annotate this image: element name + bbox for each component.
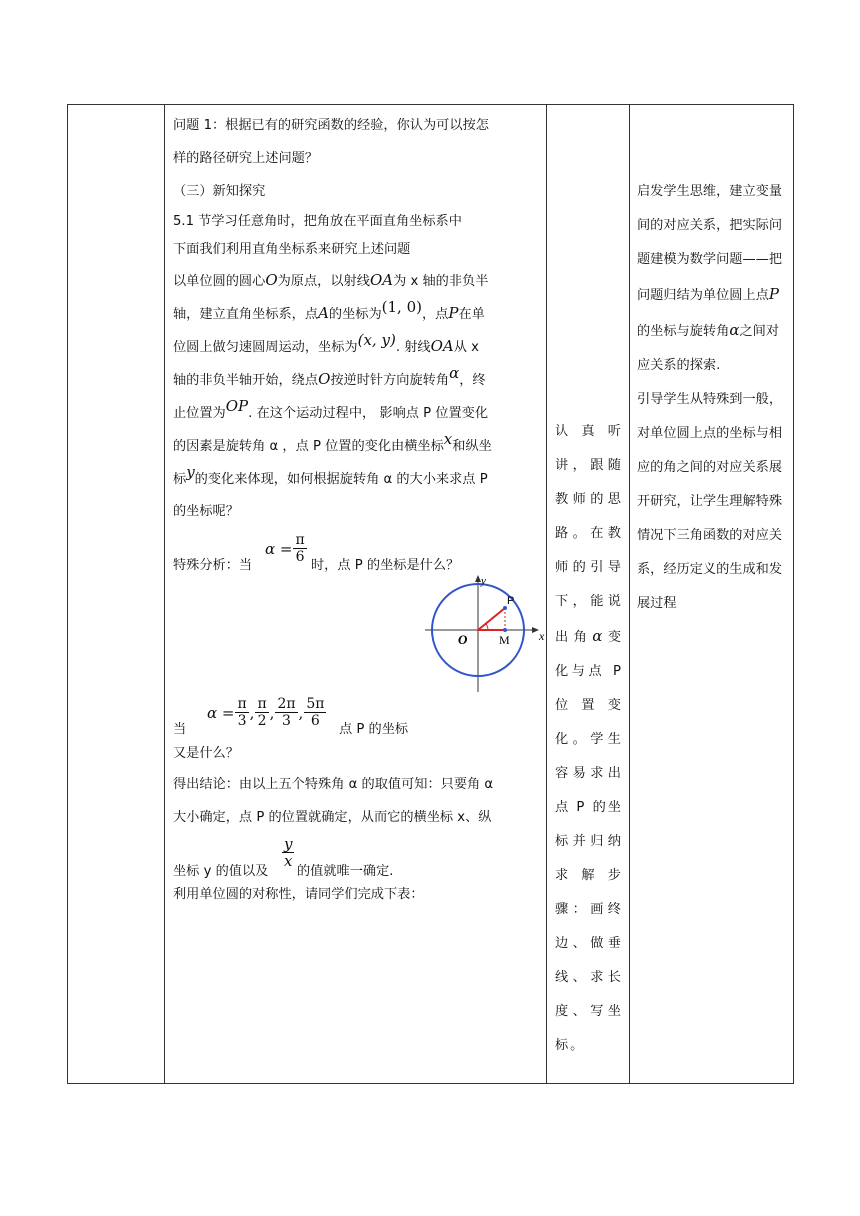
paragraph-line-1: 以单位圆的圆心O为原点，以射线OA为 x 轴的非负半 — [173, 271, 489, 289]
fraction-5pi-over-6: $\frac{5\pi}{6}$ — [306, 696, 325, 729]
math-O-2: O — [318, 370, 331, 388]
math-OP: OP — [225, 397, 249, 415]
conclusion-line-1: 得出结论：由以上五个特殊角 α 的取值可知：只要角 α — [173, 777, 494, 792]
paragraph-line-8: 的坐标呢？ — [173, 504, 239, 519]
math-xy: (x, y) — [357, 331, 396, 349]
paragraph-line-7: 标y的变化来体现，如何根据旋转角 α 的大小来求点 P — [173, 463, 488, 487]
point-M-label: M — [499, 633, 510, 647]
unit-circle-diagram — [425, 574, 549, 694]
fraction-pi-over-2: $\frac{\pi}{2}$ — [257, 696, 267, 729]
section-heading: （三）新知探究 — [173, 184, 266, 199]
math-A: A — [318, 304, 329, 322]
question-1-line-1: 问题 1：根据已有的研究函数的经验，你认为可以按怎 — [173, 118, 489, 133]
student-activity-cell — [547, 105, 630, 1084]
point-M — [503, 628, 507, 632]
design-intent-cell — [630, 105, 794, 1084]
special-analysis: 特殊分析：当 α = $\frac{\pi}{6}$ 时，点 P 的坐标是什么？ — [173, 532, 460, 573]
paragraph-line-2: 轴，建立直角坐标系，点A的坐标为(1, 0)，点P在单 — [173, 298, 485, 322]
fraction-y-over-x: $\frac{y}{x}$ — [284, 835, 293, 870]
x-axis-label: x — [539, 629, 545, 643]
student-activity-text: 认真听讲，跟随教师的思路。在教师的引导下，能说出角α变化与点 P 位置变化。学生容易求出点 P 的坐标并归纳求解步骤：画终边、做垂线、求长度、写坐标。 — [555, 424, 624, 1053]
fraction-2pi-over-3: $\frac{2\pi}{3}$ — [277, 696, 296, 729]
alpha-equals: α = — [265, 539, 293, 558]
design-intent-text: 启发学生思维，建立变量间的对应关系，把实际问题建模为数学问题——把问题归结为单位圆上点P的坐标与旋转角α之间对应关系的探索. 引导学生从特殊到一般，对单位圆上点的坐标与相应的角之间的对应关系展开研究，让学生理解特殊情况下三角函数的对应关系，经历定义的生成和发展过程 — [637, 184, 783, 611]
conclusion-line-3: 坐标 y 的值以及 $\frac{y}{x}$ 的值就唯一确定. — [173, 835, 394, 879]
math-x: x — [443, 430, 453, 448]
text-line-method: 下面我们利用直角坐标系来研究上述问题 — [173, 242, 411, 257]
math-y: y — [186, 463, 195, 481]
paragraph-line-5: 止位置为OP. 在这个运动过程中， 影响点 P 位置变化 — [173, 397, 489, 421]
paragraph-line-4: 轴的非负半轴开始，绕点O按逆时针方向旋转角α，终 — [173, 364, 486, 388]
teacher-alpha: α — [729, 321, 740, 339]
fraction-pi-over-6: $\frac{\pi}{6}$ — [295, 532, 305, 565]
unit-circle-figure — [173, 574, 545, 696]
paragraph-line-3: 位圆上做匀速圆周运动，坐标为(x, y). 射线OA从 x — [173, 331, 479, 355]
math-coord-1-0: (1, 0) — [381, 298, 422, 316]
question-1-line-2: 样的路径研究上述问题？ — [173, 151, 319, 166]
y-axis-label: y — [481, 575, 486, 587]
table-intro-line: 利用单位圆的对称性，请同学们完成下表： — [173, 887, 424, 902]
x-axis-arrow-icon — [532, 627, 539, 633]
teaching-content-cell — [165, 105, 547, 1084]
lesson-plan-table — [67, 104, 794, 1084]
point-P-label: P — [507, 595, 515, 607]
text-line-5-1: 5.1 节学习任意角时，把角放在平面直角坐标系中 — [173, 214, 462, 229]
math-P: P — [448, 304, 459, 322]
fraction-pi-over-3: $\frac{\pi}{3}$ — [237, 696, 247, 729]
special-angles-row: 当 α = $\frac{\pi}{3}$ , $\frac{\pi}{2}$ , $\frac{2\pi}{3}$ , $\frac{5\pi}{6}$ 点 P 的坐标 — [173, 696, 409, 737]
math-OA-2: OA — [430, 337, 454, 355]
conclusion-line-2: 大小确定，点 P 的位置就确定，从而它的横坐标 x、纵 — [173, 810, 492, 825]
math-O: O — [265, 271, 278, 289]
math-alpha: α — [449, 364, 460, 382]
student-alpha: α — [592, 627, 605, 645]
math-OA: OA — [369, 271, 394, 289]
again-line: 又是什么？ — [173, 746, 239, 761]
origin-label: O — [458, 632, 468, 647]
stage-column-cell — [68, 105, 165, 1084]
paragraph-line-6: 的因素是旋转角 α ，点 P 位置的变化由横坐标x和纵坐 — [173, 430, 492, 454]
terminal-ray — [478, 608, 505, 630]
teacher-P: P — [768, 285, 779, 303]
alpha-equals-2: α = — [207, 703, 235, 722]
